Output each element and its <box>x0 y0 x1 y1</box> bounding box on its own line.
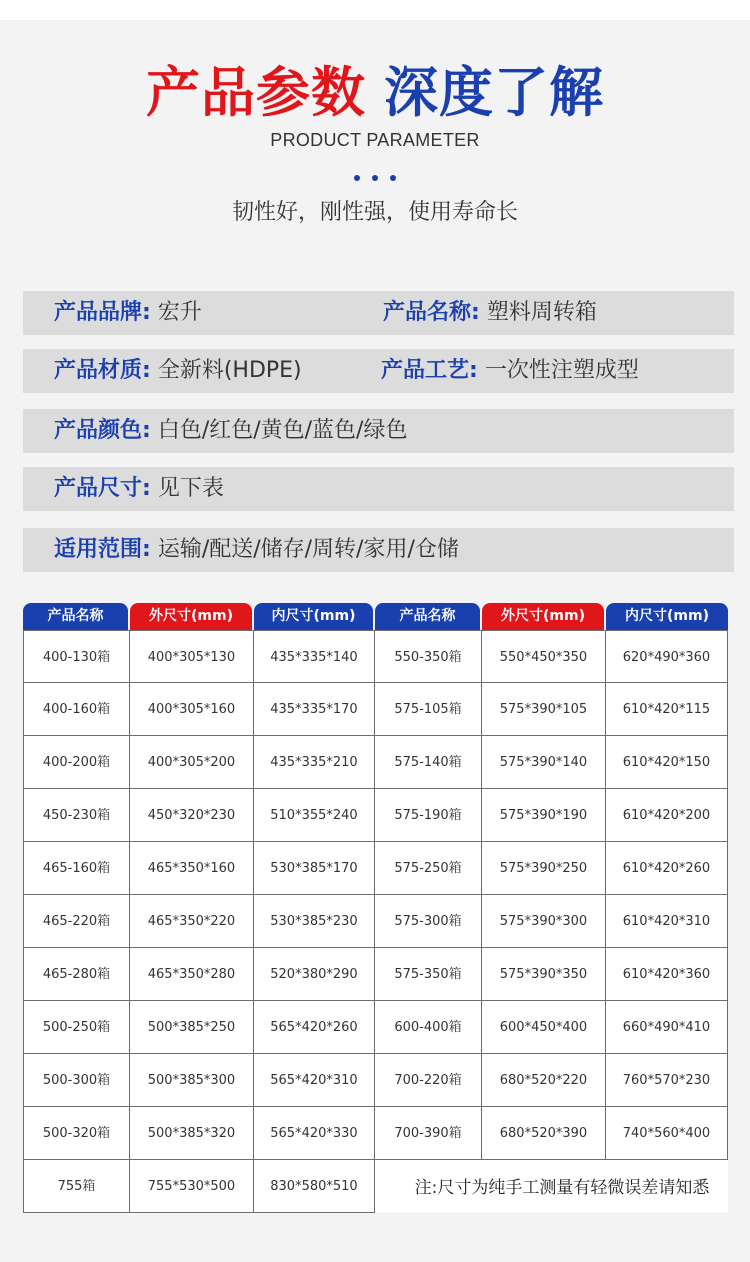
table-header <box>23 603 728 630</box>
table-cell: 575*390*300 <box>482 895 606 948</box>
table-cell: 610*420*260 <box>606 842 728 895</box>
table-cell: 575*390*190 <box>482 789 606 842</box>
spec-value-name: 塑料周转箱 <box>486 300 597 325</box>
table-cell: 565*420*260 <box>254 1001 375 1054</box>
table-cell: 450-230箱 <box>23 789 130 842</box>
spec-label-size: 产品尺寸: <box>54 476 151 501</box>
table-cell: 755*530*500 <box>130 1160 254 1213</box>
table-cell: 435*335*210 <box>254 736 375 789</box>
table-cell: 575-140箱 <box>375 736 482 789</box>
table-cell: 600*450*400 <box>482 1001 606 1054</box>
tagline: 韧性好，刚性强，使用寿命长 <box>231 200 518 225</box>
spec-label-color: 产品颜色: <box>54 418 151 443</box>
table-cell: 575-190箱 <box>375 789 482 842</box>
table-cell: 520*380*290 <box>254 948 375 1001</box>
subtitle: PRODUCT PARAMETER <box>270 130 480 150</box>
spec-label-material: 产品材质: <box>54 358 151 383</box>
table-cell: 400*305*160 <box>130 683 254 736</box>
table-cell: 465*350*160 <box>130 842 254 895</box>
spec-value-usage: 运输/配送/储存/周转/家用/仓储 <box>157 537 459 562</box>
spec-value-process: 一次性注塑成型 <box>484 358 639 383</box>
table-cell: 530*385*230 <box>254 895 375 948</box>
th-name-1: 产品名称 <box>23 603 128 630</box>
table-cell: 610*420*115 <box>606 683 728 736</box>
table-cell: 660*490*410 <box>606 1001 728 1054</box>
spec-label-name: 产品名称: <box>383 300 480 325</box>
table-cell: 610*420*310 <box>606 895 728 948</box>
table-cell: 465-220箱 <box>23 895 130 948</box>
table-cell: 400*305*130 <box>130 630 254 683</box>
table-body <box>23 630 728 1213</box>
dots-divider <box>0 166 750 185</box>
spec-label-usage: 适用范围: <box>54 537 151 562</box>
table-cell: 510*355*240 <box>254 789 375 842</box>
table-cell: 400-200箱 <box>23 736 130 789</box>
table-cell: 435*335*140 <box>254 630 375 683</box>
dot-icon <box>390 175 396 181</box>
table-cell: 500-300箱 <box>23 1054 130 1107</box>
table-cell: 575-105箱 <box>375 683 482 736</box>
table-cell: 700-390箱 <box>375 1107 482 1160</box>
table-cell: 565*420*310 <box>254 1054 375 1107</box>
spec-value-color: 白色/红色/黄色/蓝色/绿色 <box>157 418 408 443</box>
table-cell: 465-280箱 <box>23 948 130 1001</box>
table-cell: 400-160箱 <box>23 683 130 736</box>
table-note: 注:尺寸为纯手工测量有轻微误差请知悉 <box>414 1178 710 1198</box>
spec-row-brand <box>23 291 734 335</box>
table-cell: 575-350箱 <box>375 948 482 1001</box>
table-cell: 565*420*330 <box>254 1107 375 1160</box>
spec-label-brand: 产品品牌: <box>54 300 151 325</box>
spec-row-material <box>23 349 734 393</box>
table-cell: 435*335*170 <box>254 683 375 736</box>
table-cell: 550-350箱 <box>375 630 482 683</box>
spec-value-size: 见下表 <box>157 476 224 501</box>
th-inner-2: 内尺寸(mm) <box>606 603 728 630</box>
spec-row-usage <box>23 528 734 572</box>
dot-icon <box>372 175 378 181</box>
spec-value-material: 全新料(HDPE) <box>157 358 302 383</box>
table-cell: 400*305*200 <box>130 736 254 789</box>
table-cell: 465*350*220 <box>130 895 254 948</box>
table-cell: 500*385*320 <box>130 1107 254 1160</box>
table-cell: 600-400箱 <box>375 1001 482 1054</box>
spec-value-brand: 宏升 <box>157 300 202 325</box>
spec-row-color <box>23 409 734 453</box>
table-cell: 680*520*390 <box>482 1107 606 1160</box>
th-outer-2: 外尺寸(mm) <box>482 603 604 630</box>
table-cell: 500-320箱 <box>23 1107 130 1160</box>
title-red: 产品参数 <box>146 61 366 124</box>
table-cell: 400-130箱 <box>23 630 130 683</box>
spec-label-process: 产品工艺: <box>381 358 478 383</box>
top-band <box>0 0 750 20</box>
table-cell: 465-160箱 <box>23 842 130 895</box>
table-cell: 830*580*510 <box>254 1160 375 1213</box>
table-cell: 575*390*250 <box>482 842 606 895</box>
table-cell: 450*320*230 <box>130 789 254 842</box>
table-cell: 620*490*360 <box>606 630 728 683</box>
table-cell: 500*385*300 <box>130 1054 254 1107</box>
page-title <box>0 60 750 126</box>
table-cell: 575-250箱 <box>375 842 482 895</box>
table-cell: 575-300箱 <box>375 895 482 948</box>
dot-icon <box>354 175 360 181</box>
table-cell: 575*390*105 <box>482 683 606 736</box>
table-cell: 550*450*350 <box>482 630 606 683</box>
th-outer-1: 外尺寸(mm) <box>130 603 252 630</box>
th-inner-1: 内尺寸(mm) <box>254 603 373 630</box>
table-cell: 610*420*200 <box>606 789 728 842</box>
table-cell: 500-250箱 <box>23 1001 130 1054</box>
title-blue: 深度了解 <box>384 61 604 124</box>
table-cell: 700-220箱 <box>375 1054 482 1107</box>
table-cell: 610*420*360 <box>606 948 728 1001</box>
size-table <box>23 603 728 1198</box>
table-cell: 530*385*170 <box>254 842 375 895</box>
th-name-2: 产品名称 <box>375 603 480 630</box>
table-cell: 465*350*280 <box>130 948 254 1001</box>
table-cell: 610*420*150 <box>606 736 728 789</box>
table-cell: 680*520*220 <box>482 1054 606 1107</box>
table-cell: 740*560*400 <box>606 1107 728 1160</box>
table-cell: 500*385*250 <box>130 1001 254 1054</box>
table-cell: 760*570*230 <box>606 1054 728 1107</box>
spec-row-size <box>23 467 734 511</box>
table-cell: 755箱 <box>23 1160 130 1213</box>
table-cell: 575*390*140 <box>482 736 606 789</box>
table-cell: 575*390*350 <box>482 948 606 1001</box>
